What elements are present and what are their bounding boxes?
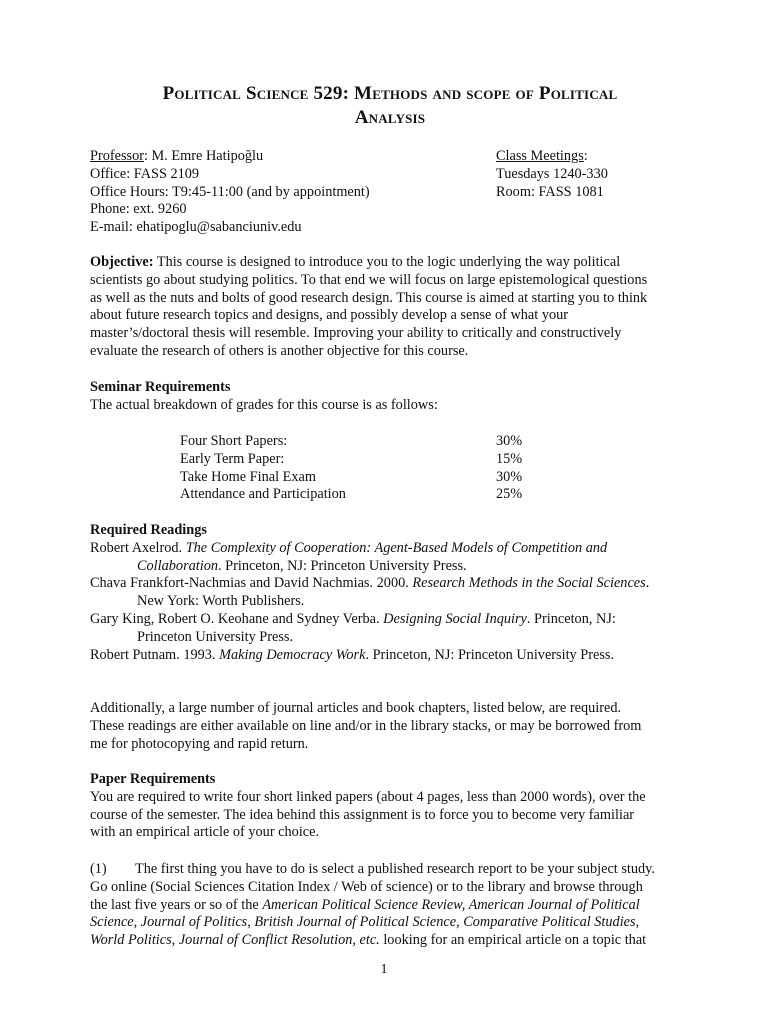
reading-author: Chava Frankfort-Nachmias and David Nachmias. 2000. bbox=[90, 575, 413, 592]
objective-line: This course is designed to introduce you to the logic underlying the way political bbox=[153, 254, 621, 270]
title-line-1: Political Science 529: Methods and scope of Political bbox=[162, 83, 618, 104]
meetings-time: Tuesdays 1240-330 bbox=[496, 165, 608, 182]
grade-percent: 30% bbox=[496, 468, 523, 485]
objective-line: evaluate the research of others is another objective for this course. bbox=[90, 342, 469, 359]
objective-paragraph bbox=[90, 254, 690, 361]
readings-heading: Required Readings bbox=[90, 522, 207, 538]
grade-label: Attendance and Participation bbox=[180, 486, 346, 503]
item-punct: , bbox=[247, 914, 255, 931]
additional-line: These readings are either available on line and/or in the library stacks, or may be borrowed from bbox=[90, 717, 642, 734]
grade-percent: 25% bbox=[496, 486, 523, 503]
document-title bbox=[90, 82, 690, 130]
grade-label: Four Short Papers: bbox=[180, 433, 288, 449]
phone: Phone: ext. 9260 bbox=[90, 201, 187, 218]
objective-heading: Objective: bbox=[90, 254, 154, 270]
paper-section bbox=[90, 771, 690, 842]
office-hours: Office Hours: T9:45-11:00 (and by appointment) bbox=[90, 183, 370, 200]
item-line: Go online (Social Sciences Citation Index / Web of science) or to the library and browse through bbox=[90, 878, 643, 895]
reading-punct: . bbox=[645, 575, 650, 592]
meetings-colon: : bbox=[583, 148, 588, 164]
grade-table bbox=[90, 433, 690, 504]
grade-percent: 15% bbox=[496, 450, 523, 467]
grade-label: Take Home Final Exam bbox=[180, 468, 316, 485]
additional-line: Additionally, a large number of journal articles and book chapters, listed below, are required. bbox=[90, 700, 622, 716]
meetings-block bbox=[496, 148, 686, 201]
journal-list: Science, Journal of Politics bbox=[90, 914, 248, 931]
seminar-section bbox=[90, 379, 690, 415]
grade-row bbox=[90, 451, 690, 469]
seminar-heading: Seminar Requirements bbox=[90, 379, 231, 395]
professor-label: Professor bbox=[90, 148, 145, 164]
reading-title: Designing Social Inquiry bbox=[383, 610, 527, 627]
paper-heading: Paper Requirements bbox=[90, 771, 216, 787]
reading-author: Robert Axelrod. bbox=[90, 539, 186, 556]
objective-line: as well as the nuts and bolts of good research design. This course is aimed at starting you to think bbox=[90, 289, 648, 306]
reading-publisher: Princeton University Press. bbox=[137, 628, 294, 645]
item-line: the last five years or so of the bbox=[90, 896, 263, 913]
journal-list: British Journal of Political Science, Comparative Political Studies, bbox=[254, 914, 640, 931]
additional-paragraph bbox=[90, 700, 690, 753]
item-1-paragraph bbox=[90, 861, 690, 950]
reading-publisher: . Princeton, NJ: bbox=[526, 610, 616, 627]
reading-author: Robert Putnam. 1993. bbox=[90, 646, 220, 663]
email: E-mail: ehatipoglu@sabanciuniv.edu bbox=[90, 219, 302, 236]
objective-line: scientists go about studying politics. To that end we will focus on large epistemological questions bbox=[90, 271, 648, 288]
reading-title: Research Methods in the Social Sciences bbox=[412, 575, 646, 592]
meetings-label: Class Meetings bbox=[496, 148, 584, 164]
professor-value: : M. Emre Hatipoğlu bbox=[144, 148, 264, 164]
paper-line: You are required to write four short linked papers (about 4 pages, less than 2000 words), over the bbox=[90, 788, 646, 805]
reading-title: Making Democracy Work bbox=[219, 646, 366, 663]
reading-publisher: . Princeton, NJ: Princeton University Press. bbox=[218, 557, 467, 574]
journal-list: American Political Science Review, American Journal of Political bbox=[262, 896, 640, 913]
office: Office: FASS 2109 bbox=[90, 165, 200, 182]
reading-publisher: New York: Worth Publishers. bbox=[137, 593, 305, 610]
contact-block bbox=[90, 148, 490, 237]
item-line: looking for an empirical article on a topic that bbox=[379, 932, 647, 949]
page-number: 1 bbox=[380, 962, 388, 977]
readings-section bbox=[90, 522, 690, 664]
grade-percent: 30% bbox=[496, 433, 523, 449]
reading-author: Gary King, Robert O. Keohane and Sydney Verba. bbox=[90, 610, 384, 627]
meetings-room: Room: FASS 1081 bbox=[496, 183, 604, 200]
paper-line: course of the semester. The idea behind this assignment is to force you to become very familiar bbox=[90, 806, 635, 823]
item-number: (1) bbox=[90, 861, 107, 877]
objective-line: master’s/doctoral thesis will resemble. Improving your ability to critically and constructively bbox=[90, 325, 622, 342]
grade-row bbox=[90, 469, 690, 487]
grade-row bbox=[90, 486, 690, 504]
objective-line: about future research topics and designs, and possibly develop a sense of what your bbox=[90, 307, 569, 324]
reading-publisher: . Princeton, NJ: Princeton University Press. bbox=[365, 646, 615, 663]
title-line-2: Analysis bbox=[354, 107, 426, 128]
grade-label: Early Term Paper: bbox=[180, 450, 285, 467]
item-line: The first thing you have to do is select a published research report to be your subject study. bbox=[135, 861, 655, 877]
reading-title-cont: Collaboration bbox=[137, 557, 219, 574]
additional-line: me for photocopying and rapid return. bbox=[90, 735, 309, 752]
grade-row bbox=[90, 433, 690, 451]
journal-list: World Politics, Journal of Conflict Resolution, etc. bbox=[90, 932, 380, 949]
paper-line: with an empirical article of your choice. bbox=[90, 824, 320, 841]
reading-title: The Complexity of Cooperation: Agent-Based Models of Competition and bbox=[185, 539, 608, 556]
seminar-intro: The actual breakdown of grades for this course is as follows: bbox=[90, 396, 438, 413]
